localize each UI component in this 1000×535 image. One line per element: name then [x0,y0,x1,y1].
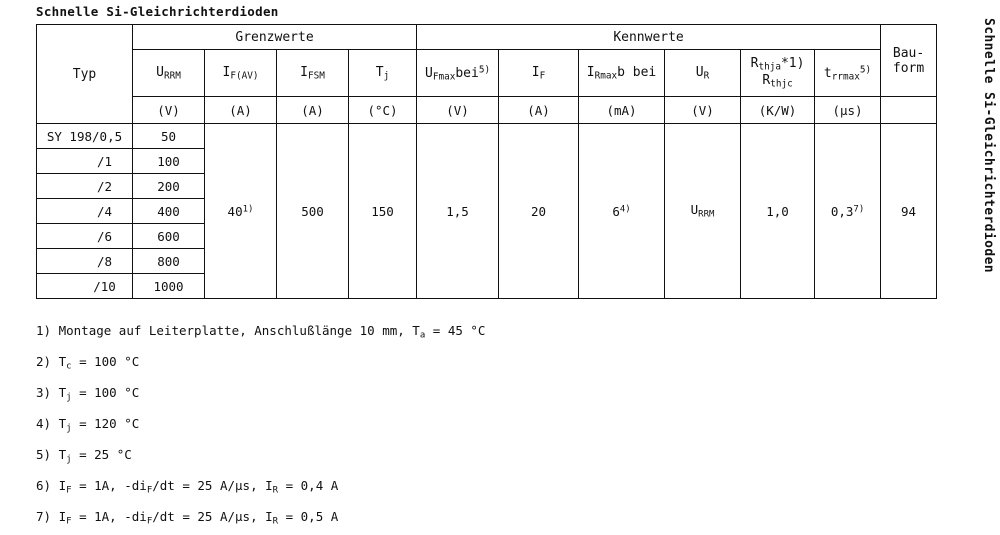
cell-ur: $U_{RRM}$ [665,124,741,299]
unit-tj: (°C) [349,97,417,124]
unit-irmax: (mA) [579,97,665,124]
cell-if: 20 [499,124,579,299]
table-row [37,124,937,149]
cell-urrm: 200 [133,174,205,199]
cell-ufmax: 1,5 [417,124,499,299]
header-typ: Typ [37,25,133,124]
cell-bauform: 94 [881,124,937,299]
symbol-ifav: $I_{F(AV)}$ [205,50,277,97]
unit-trrmax: (µs) [815,97,881,124]
cell-urrm: 600 [133,224,205,249]
symbol-if: $I_F$ [499,50,579,97]
symbol-tj: $T_j$ [349,50,417,97]
unit-rth: (K/W) [741,97,815,124]
cell-ifsm: 500 [277,124,349,299]
cell-urrm: 400 [133,199,205,224]
footnote-6: 6) $I_F = 1A$, $-di_F/dt = 25$ A/µs, $I_R = 0,4$ A [36,478,339,496]
side-page-title: Schnelle Si-Gleichrichterdioden [981,18,996,274]
symbol-ifsm: $I_{FSM}$ [277,50,349,97]
cell-urrm: 1000 [133,274,205,299]
unit-ifsm: (A) [277,97,349,124]
cell-type: /4 [37,199,133,224]
footnote-3: 3) $T_j = 100$ °C [36,385,140,403]
footnote-4: 4) $T_j = 120$ °C [36,416,140,434]
symbol-irmax: $I_{Rmax}b$ bei [579,50,665,97]
symbol-ufmax: $U_{Fmax}bei^{5)}$ [417,50,499,97]
cell-type: /10 [37,274,133,299]
page-title: Schnelle Si-Gleichrichterdioden [36,4,279,19]
unit-bauform [881,97,937,124]
footnotes [36,318,485,535]
specification-table [36,24,937,299]
unit-if: (A) [499,97,579,124]
header-bauform [881,25,937,97]
unit-ifav: (A) [205,97,277,124]
cell-type: /8 [37,249,133,274]
symbol-urrm: $U_{RRM}$ [133,50,205,97]
unit-ur: (V) [665,97,741,124]
cell-rthja: 1,0 [741,124,815,299]
header-grenzwerte: Grenzwerte [133,25,417,50]
symbol-trrmax: $t_{rrmax}^{5)}$ [815,50,881,97]
table-unit-row [37,97,937,124]
cell-type: SY 198/0,5 [37,124,133,149]
footnote-7: 7) $I_F = 1A$, $-di_F/dt = 25$ A/µs, $I_R = 0,5$ A [36,509,339,527]
table-group-header-row [37,25,937,50]
header-bauform-line2: form [892,60,925,76]
table-symbol-row [37,50,937,97]
cell-urrm: 100 [133,149,205,174]
header-kennwerte: Kennwerte [417,25,881,50]
cell-trrmax: 0,3$^{7)}$ [815,124,881,299]
unit-ufmax: (V) [417,97,499,124]
cell-urrm: 50 [133,124,205,149]
cell-urrm: 800 [133,249,205,274]
cell-ifav: 40$^{1)}$ [205,124,277,299]
cell-tj: 150 [349,124,417,299]
cell-type: /6 [37,224,133,249]
header-bauform-line1: Bau- [892,45,925,61]
footnote-1: 1) Montage auf Leiterplatte, Anschlußlänge 10 mm, $T_a = 45$ °C [36,323,486,341]
unit-urrm: (V) [133,97,205,124]
symbol-ur: $U_R$ [665,50,741,97]
cell-type: /1 [37,149,133,174]
footnote-2: 2) $T_c = 100$ °C [36,354,140,372]
cell-irmax: 6$^{4)}$ [579,124,665,299]
footnote-5: 5) $T_j = 25$ °C [36,447,132,465]
cell-type: /2 [37,174,133,199]
symbol-rth: $R_{thja}*1$) $R_{thjc}$ [741,50,815,97]
